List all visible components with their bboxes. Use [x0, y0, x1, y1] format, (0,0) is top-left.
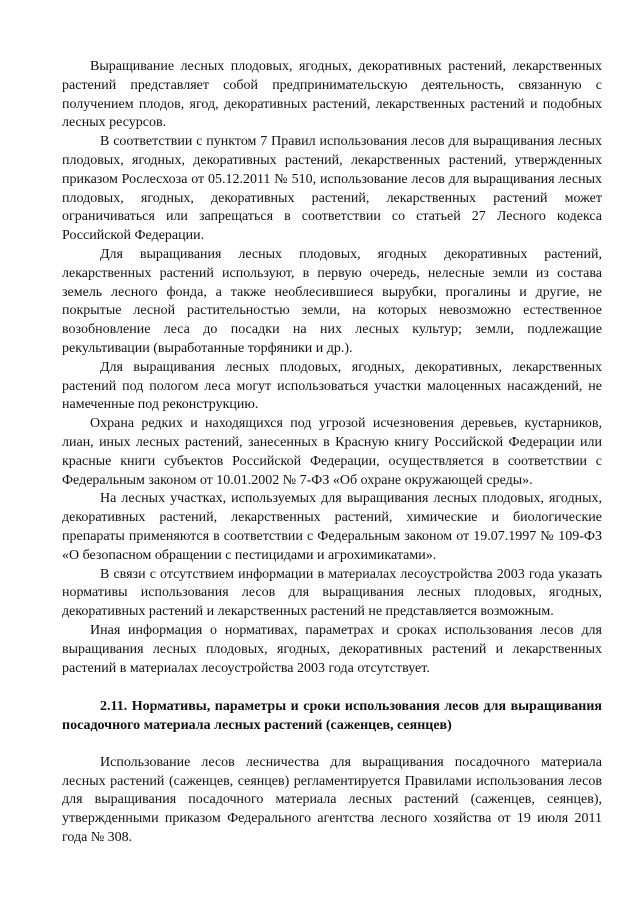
paragraph-1: Выращивание лесных плодовых, ягодных, декоративных растений, лекарственных растений представляет собой предпринимательскую деятельность, связанную с получением плодов, ягод, декоративных растений, лекарственных растений и подобных лесных ресурсов.	[62, 59, 602, 131]
section-heading: 2.11. Нормативы, параметры и сроки использования лесов для выращивания посадочного материала лесных растений (саженцев, сеянцев)	[62, 699, 602, 734]
paragraph-4: Для выращивания лесных плодовых, ягодных, декоративных, лекарственных растений под пологом леса могут использоваться участки малоценных насаждений, не намеченные под реконструкцию.	[62, 359, 602, 413]
paragraph-3: Для выращивания лесных плодовых, ягодных декоративных растений, лекарственных растений используют, в первую очередь, нелесные земли из состава земель лесного фонда, а также необлесившиеся вырубки, прогалины и другие, не покрытые лесной растительностью земли, на которых невозможно естественное возобновление леса до посадки на них лесных культур; земли, подлежащие рекультивации (выработанные торфяники и др.).	[62, 246, 602, 356]
paragraph-7: В связи с отсутствием информации в материалах лесоустройства 2003 года указать нормативы использования лесов для выращивания лесных плодовых, ягодных, декоративных растений и лекарственных растений не представляется возможным.	[62, 566, 602, 620]
document-page	[62, 58, 602, 848]
paragraph-5: Охрана редких и находящихся под угрозой исчезновения деревьев, кустарников, лиан, иных лесных растений, занесенных в Красную книгу Российской Федерации или красные книги субъектов Российской Федерации, осуществляется в соответствии с Федеральным законом от 10.01.2002 № 7-ФЗ «Об охране окружающей среды».	[62, 416, 602, 488]
paragraph-2: В соответствии с пунктом 7 Правил использования лесов для выращивания лесных плодовых, ягодных, декоративных растений, лекарственных растений, утвержденных приказом Рослесхоза от 05.12.2011 № 510, использование лесов для выращивания лесных плодовых, ягодных, декоративных растений, лекарственных растений может ограничиваться или запрещаться в соответствии со статьей 27 Лесного кодекса Российской Федерации.	[62, 134, 602, 244]
paragraph-6: На лесных участках, используемых для выращивания лесных плодовых, ягодных, декоративных растений, лекарственных растений, химические и биологические препараты применяются в соответствии с Федеральным законом от 19.07.1997 № 109-ФЗ «О безопасном обращении с пестицидами и агрохимикатами».	[62, 491, 602, 563]
paragraph-9: Использование лесов лесничества для выращивания посадочного материала лесных растений (саженцев, сеянцев) регламентируется Правилами использования лесов для выращивания посадочного материала лесных растений (саженцев, сеянцев), утвержденными приказом Федерального агентства лесного хозяйства от 19 июля 2011 года № 308.	[62, 754, 602, 846]
paragraph-8: Иная информация о нормативах, параметрах и сроках использования лесов для выращивания лесных плодовых, ягодных, декоративных растений и лекарственных растений в материалах лесоустройства 2003 года отсутствует.	[62, 622, 602, 676]
